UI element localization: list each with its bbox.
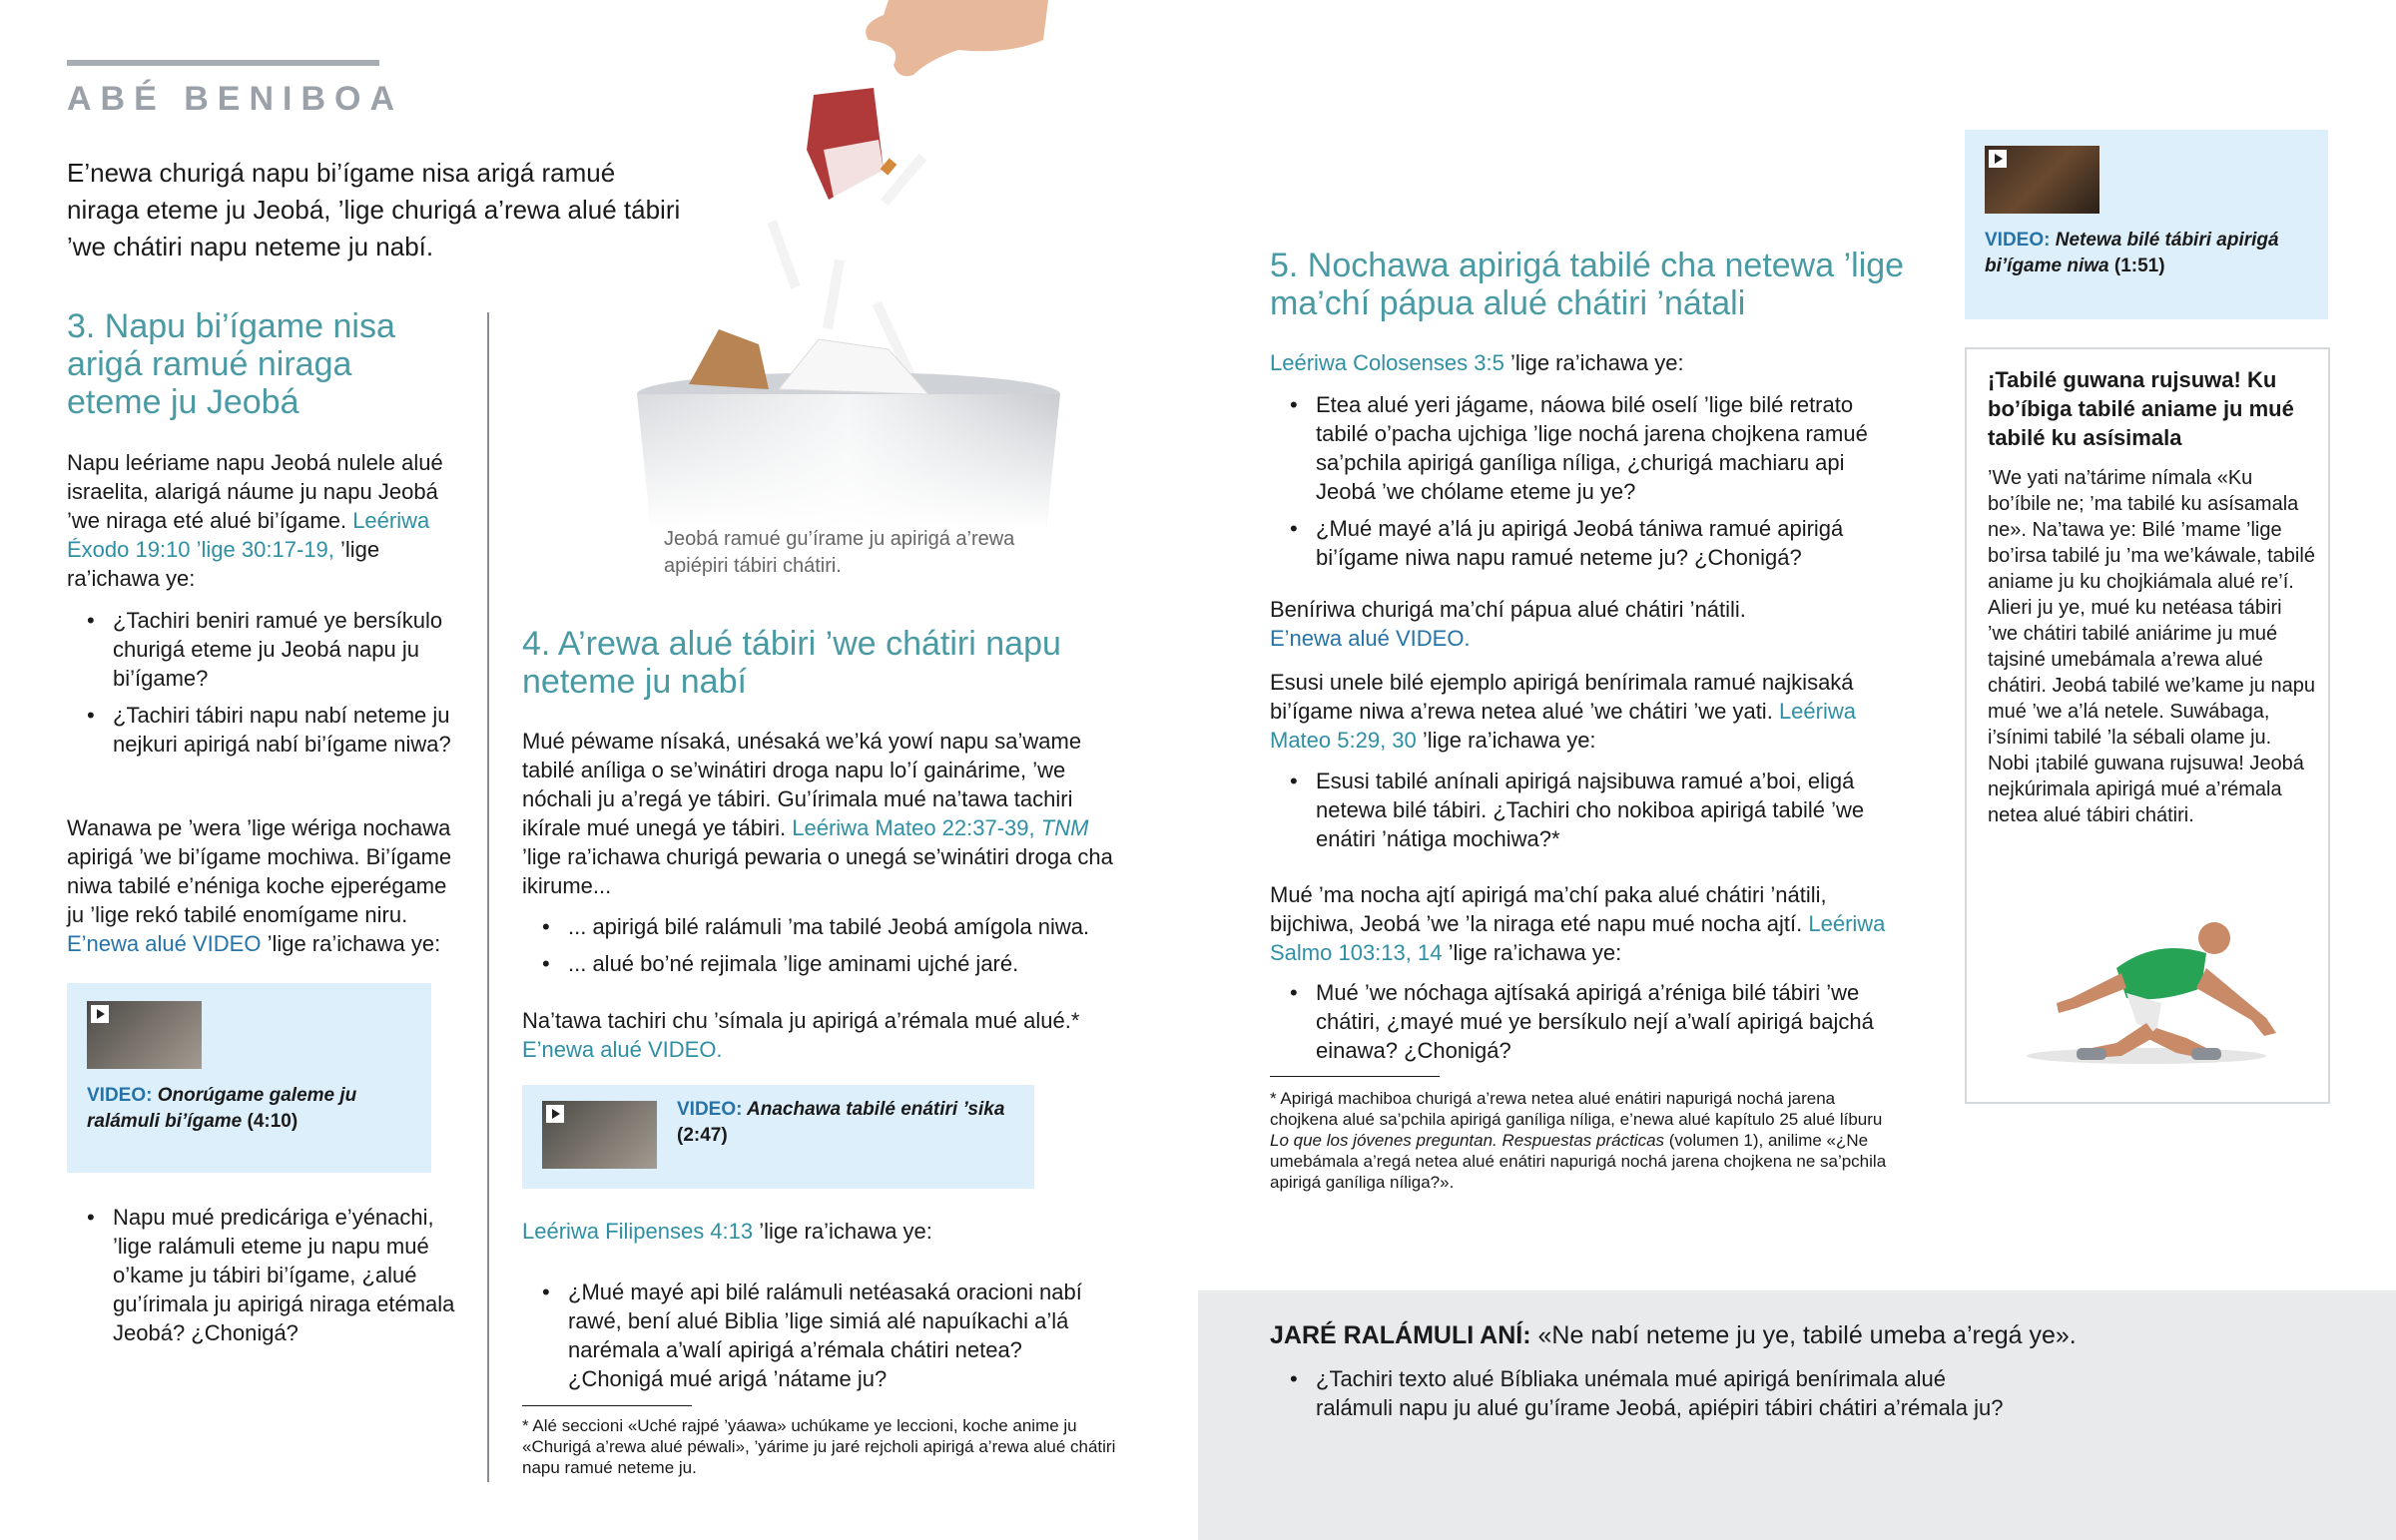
section5-bullets1 <box>1270 390 1909 572</box>
discussion-heading: JARÉ RALÁMULI ANÍ: «Ne nabí neteme ju ye, tabilé umeba a’regá ye». <box>1270 1321 2077 1349</box>
section3-title: 3. Napu bi’ígame nisa arigá ramué niraga eteme ju Jeobá <box>67 307 395 421</box>
list-item: • Esusi tabilé anínali apirigá najsibuwa ramué a’boi, eligá netewa bilé tábiri. ¿Tachiri cho nokiboa apirigá tabilé ’we enátiri ’nátiga mochiwa?* <box>1270 767 1909 853</box>
list-item: • ¿Tachiri texto alué Bíbliaka unémala mué apirigá benírimala alué ralámuli napu ju alué gu’írame Jeobá, apiépiri tábiri chátiri a’rémala ju? <box>1270 1364 2029 1422</box>
play-icon <box>546 1105 564 1123</box>
section3-para2: Wanawa pe ’wera ’lige wériga nochawa apirigá ’we bi’ígame mochiwa. Bi’ígame niwa tabilé e’néniga koche ejperégame ju ’lige rekó tabilé enomígame niru. E’newa alué VIDEO ’lige ra’ichawa ye: <box>67 815 452 956</box>
video-link[interactable]: E’newa alué VIDEO <box>67 931 262 956</box>
section5-bullets3 <box>1270 978 1909 1065</box>
video-label: VIDEO: Netewa bilé tábiri apirigá bi’ígame niwa (1:51) <box>1985 230 2279 276</box>
video-box-anachawa[interactable] <box>522 1085 1034 1189</box>
section5-para1: Leériwa Colosenses 3:5 ’lige ra’ichawa ye: <box>1270 350 1684 375</box>
section4-footnote: * Alé seccioni «Uché rajpé ’yáawa» uchúkame ye leccioni, koche anime ju «Churigá a’rewa alué péwali», ’yárime ju jaré rejcholi apirigá a’rewa alué chátiri napu ramué neteme ju. <box>522 1416 1116 1477</box>
video-link[interactable]: E’newa alué VIDEO. <box>1270 626 1471 651</box>
lesson-kicker: ABÉ BENIBOA <box>67 80 404 118</box>
section4-para1: Mué péwame nísaká, unésaká we’ká yowí napu sa’wame tabilé aníliga o se’winátiri droga napu lo’í gainárime, ’we nóchali ju a’regá ye tábiri. Gu’írimala mué na’tawa tachiri ikírale mué unegá ye tábiri. Leériwa Mateo 22:37-39, TNM ’lige ra’ichawa churigá pewaria o unegá se’winátiri droga cha ikirume... <box>522 729 1113 898</box>
scripture-link-mateo[interactable]: Leériwa Mateo 22:37-39, TNM <box>792 815 1089 840</box>
section5-para4: Mué ’ma nocha ajtí apirigá ma’chí paka alué chátiri ’nátili, bijchiwa, Jeobá ’we ’la niraga eté napu mué nocha ajtí. Leériwa Salmo 103:13, 14 ’lige ra’ichawa ye: <box>1270 882 1886 965</box>
list-item: • Mué ’we nóchaga ajtísaká apirigá a’réniga bilé tábiri ’we chátiri, ¿mayé mué ye bersíkulo nejí a’walí apirigá bajchá einawa? ¿Chonigá? <box>1270 978 1909 1065</box>
video-box-bigame[interactable] <box>67 983 431 1173</box>
video-thumbnail[interactable] <box>1985 146 2099 214</box>
list-item: • ¿Tachiri beniri ramué ye bersíkulo churigá eteme ju Jeobá napu ju bi’ígame? <box>67 606 466 693</box>
scripture-link-colosenses[interactable]: Leériwa Colosenses 3:5 <box>1270 350 1504 375</box>
play-icon <box>1989 150 2007 168</box>
illustration-caption: Jeobá ramué gu’írame ju apirigá a’rewa apiépiri tábiri chátiri. <box>664 528 1015 577</box>
discussion-bullets <box>1270 1364 2029 1422</box>
video-thumbnail[interactable] <box>542 1101 657 1169</box>
lesson-intro: E’newa churigá napu bi’ígame nisa arigá ramué niraga eteme ju Jeobá, ’lige churigá a’rewa alué tábiri ’we chátiri napu neteme ju nabí. <box>67 158 681 261</box>
list-item: • ¿Mué mayé a’lá ju apirigá Jeobá tániwa ramué apirigá bi’ígame niwa napu ramué neteme ju? ¿Chonigá? <box>1270 514 1909 572</box>
column-divider <box>487 312 489 1482</box>
section3-bullets <box>67 606 466 759</box>
runner-illustration <box>1997 908 2296 1068</box>
trash-bin-illustration <box>629 0 1068 529</box>
section5-para2: Beníriwa churigá ma’chí pápua alué chátiri ’nátili. E’newa alué VIDEO. <box>1270 597 1746 651</box>
list-item: • ... alué bo’né rejimala ’lige aminami ujché jaré. <box>522 949 1121 978</box>
video-link[interactable]: E’newa alué VIDEO. <box>522 1037 723 1062</box>
header-rule <box>67 60 379 66</box>
section4-title: 4. A’rewa alué tábiri ’we chátiri napu neteme ju nabí <box>522 625 1061 701</box>
list-item: • Etea alué yeri jágame, náowa bilé oselí ’lige bilé retrato tabilé o’pacha ujchiga ’lige nochá jarena chojkena ramué sa’pchila apirigá ganíliga níliga, ¿churigá machiaru api Jeobá ’we chólame eteme ju ye? <box>1270 390 1909 506</box>
scripture-link-exodo[interactable]: Leériwa Éxodo 19:10 ’lige 30:17-19, <box>67 508 430 562</box>
section5-title: 5. Nochawa apirigá tabilé cha netewa ’lige ma’chí pápua alué chátiri ’nátali <box>1270 247 1905 322</box>
section5-para3: Esusi unele bilé ejemplo apirigá benírimala ramué najkisaká bi’ígame niwa a’rewa netea alué ’we chátiri ’we yati. Leériwa Mateo 5:29, 30 ’lige ra’ichawa ye: <box>1270 670 1856 753</box>
video-label: VIDEO: Anachawa tabilé enátiri ’sika (2:47) <box>677 1099 1005 1146</box>
section5-footnote: * Apirigá machiboa churigá a’rewa netea alué enátiri napurigá nochá jarena chojkena alué sa’pchila apirigá ganíliga níliga, e’newa alué kapítulo 25 alué líburu Lo que los jóvenes preguntan. Respuestas prácticas (volumen 1), anilime «¿Ne umebámala a’regá netea alué enátiri napurigá nochá jarena chojkena ne sa’pchila apirigá ganíliga níliga?». <box>1270 1089 1887 1192</box>
section3-bullets-after-video <box>67 1203 466 1347</box>
footnote-rule <box>522 1405 692 1406</box>
section5-bullets2 <box>1270 767 1909 853</box>
discussion-bar <box>1198 1290 2396 1540</box>
section4-bullets <box>522 912 1121 978</box>
video-thumbnail[interactable] <box>87 1001 202 1069</box>
scripture-link-salmo[interactable]: Leériwa Salmo 103:13, 14 <box>1270 911 1886 965</box>
section4-bullets-final <box>522 1278 1121 1393</box>
list-item: • Napu mué predicáriga e’yénachi, ’lige ralámuli eteme ju napu mué o’kame ju tábiri bi’ígame, ¿alué gu’írimala ju apirigá niraga etémala Jeobá? ¿Chonigá? <box>67 1203 466 1347</box>
list-item: • ... apirigá bilé ralámuli ’ma tabilé Jeobá amígola niwa. <box>522 912 1121 941</box>
scripture-link-filipenses[interactable]: Leériwa Filipenses 4:13 <box>522 1219 754 1244</box>
sidebar-body: ’We yati na’tárime nímala «Ku bo’íbile ne; ’ma tabilé ku asísamala ne». Na’tawa ye: Bilé ’mame ’lige bo’irsa tabilé ju ’ma we’káwale, tabilé aniame ju ku chojkiámala alué re’í. Alieri ju ye, mué ku netéasa tábiri ’we chátiri tabilé aniárime ju mué tajsiné umebámala a’rewa alué chátiri. Jeobá tabilé we’kame ju napu mué ’we a’lá netele. Suwábaga, i’sínimi tabilé ’la sébali olame ju. Nobi ¡tabilé guwana rujsuwa! Jeobá nejkúrimala apirigá mué a’rémala netea alué tábiri chátiri. <box>1988 467 2315 826</box>
sidebar-box <box>1965 347 2330 1104</box>
list-item: • ¿Tachiri tábiri napu nabí neteme ju nejkuri apirigá nabí bi’ígame niwa? <box>67 701 466 759</box>
play-icon <box>91 1005 109 1023</box>
sidebar-heading: ¡Tabilé guwana rujsuwa! Ku bo’íbiga tabilé aniame ju mué tabilé ku asísimala <box>1988 367 2294 450</box>
video-label: VIDEO: Onorúgame galeme ju ralámuli bi’ígame (4:10) <box>87 1085 357 1132</box>
footnote-rule <box>1270 1076 1440 1077</box>
section4-para3: Leériwa Filipenses 4:13 ’lige ra’ichawa ye: <box>522 1219 932 1244</box>
video-box-netewa[interactable] <box>1965 130 2328 319</box>
list-item: • ¿Mué mayé api bilé ralámuli netéasaká oracioni nabí rawé, bení alué Biblia ’lige simiá alé napuíkachi a’lá narémala a’walí apirigá a’rémala chátiri netea? ¿Chonigá mué arigá ’nátame ju? <box>522 1278 1121 1393</box>
section3-para1: Napu leériame napu Jeobá nulele alué israelita, alarigá náume ju napu Jeobá ’we niraga eté alué bi’ígame. Leériwa Éxodo 19:10 ’lige 30:17-19, ’lige ra’ichawa ye: <box>67 450 443 591</box>
section4-para2: Na’tawa tachiri chu ’símala ju apirigá a’rémala mué alué.* E’newa alué VIDEO. <box>522 1008 1080 1062</box>
scripture-link-mateo-5[interactable]: Leériwa Mateo 5:29, 30 <box>1270 699 1856 753</box>
